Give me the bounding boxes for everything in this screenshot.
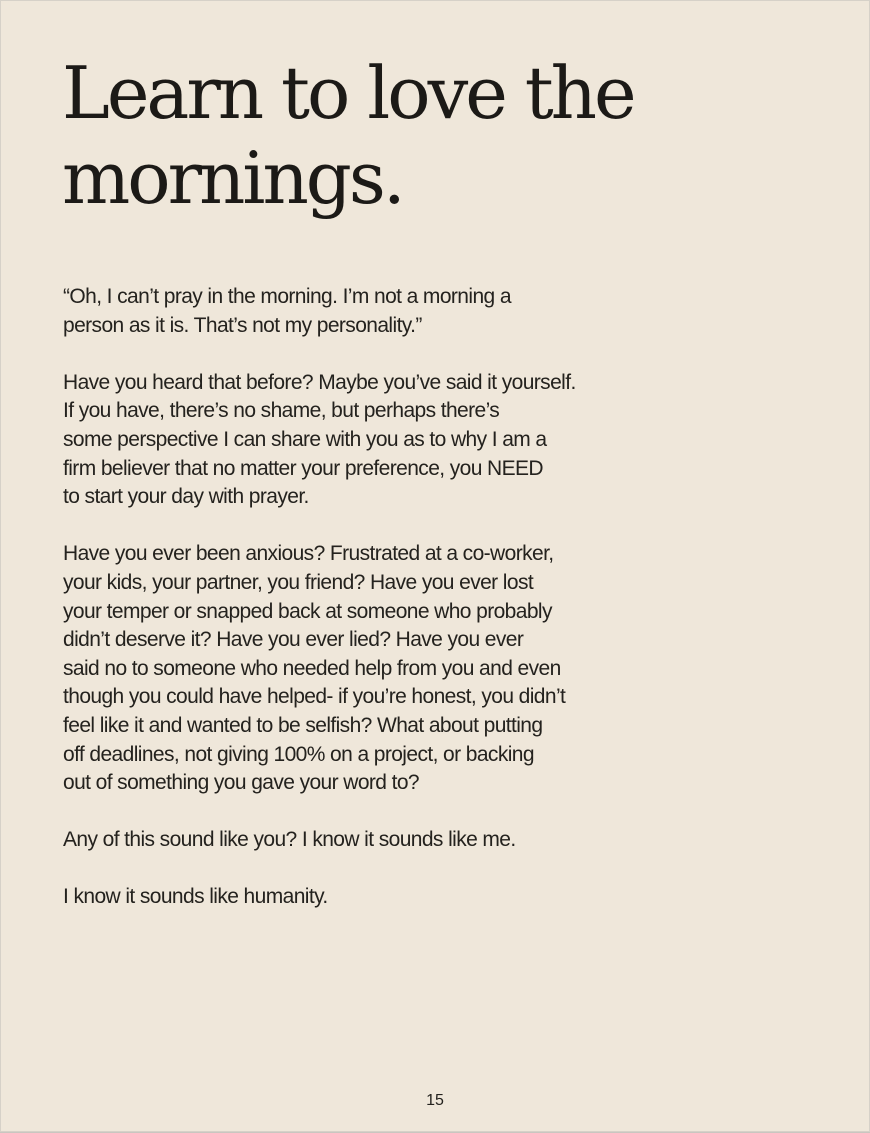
paragraph-sound-like-you [63, 826, 663, 855]
text-line: Have you ever been anxious? Frustrated at a co-worker, [63, 542, 554, 566]
text-line: your kids, your partner, you friend? Have you ever lost [63, 570, 534, 594]
text-line: If you have, there’s no shame, but perhaps there’s [63, 399, 500, 423]
text-line: feel like it and wanted to be selfish? What about putting [63, 713, 543, 737]
text-line: to start your day with prayer. [63, 485, 309, 509]
paragraph-quote [63, 283, 663, 340]
body-text [63, 283, 663, 941]
text-line: off deadlines, not giving 100% on a project, or backing [63, 742, 534, 766]
text-line: Have you heard that before? Maybe you’ve said it yourself. [63, 370, 576, 394]
text-line: “Oh, I can’t pray in the morning. I’m not a morning a [63, 285, 511, 308]
text-line: didn’t deserve it? Have you ever lied? Have you ever [63, 628, 524, 652]
text-line: Any of this sound like you? I know it sounds like me. [63, 828, 516, 852]
document-page [1, 1, 869, 1131]
page-title [62, 51, 682, 221]
paragraph-questions [63, 540, 663, 797]
page-number: 15 [426, 1092, 444, 1109]
text-line: though you could have helped- if you’re honest, you didn’t [63, 685, 566, 709]
text-line: person as it is. That’s not my personality.” [63, 313, 422, 337]
text-line: some perspective I can share with you as to why I am a [63, 427, 547, 451]
text-line: said no to someone who needed help from you and even [63, 656, 561, 680]
text-line: firm believer that no matter your preference, you NEED [63, 456, 543, 480]
text-line: your temper or snapped back at someone who probably [63, 599, 552, 623]
paragraph-heard-before [63, 369, 663, 512]
paragraph-humanity [63, 883, 663, 912]
text-line: I know it sounds like humanity. [63, 885, 328, 909]
title-line: mornings. [62, 136, 403, 220]
title-line: Learn to love the [62, 51, 634, 135]
text-line: out of something you gave your word to? [63, 771, 419, 795]
